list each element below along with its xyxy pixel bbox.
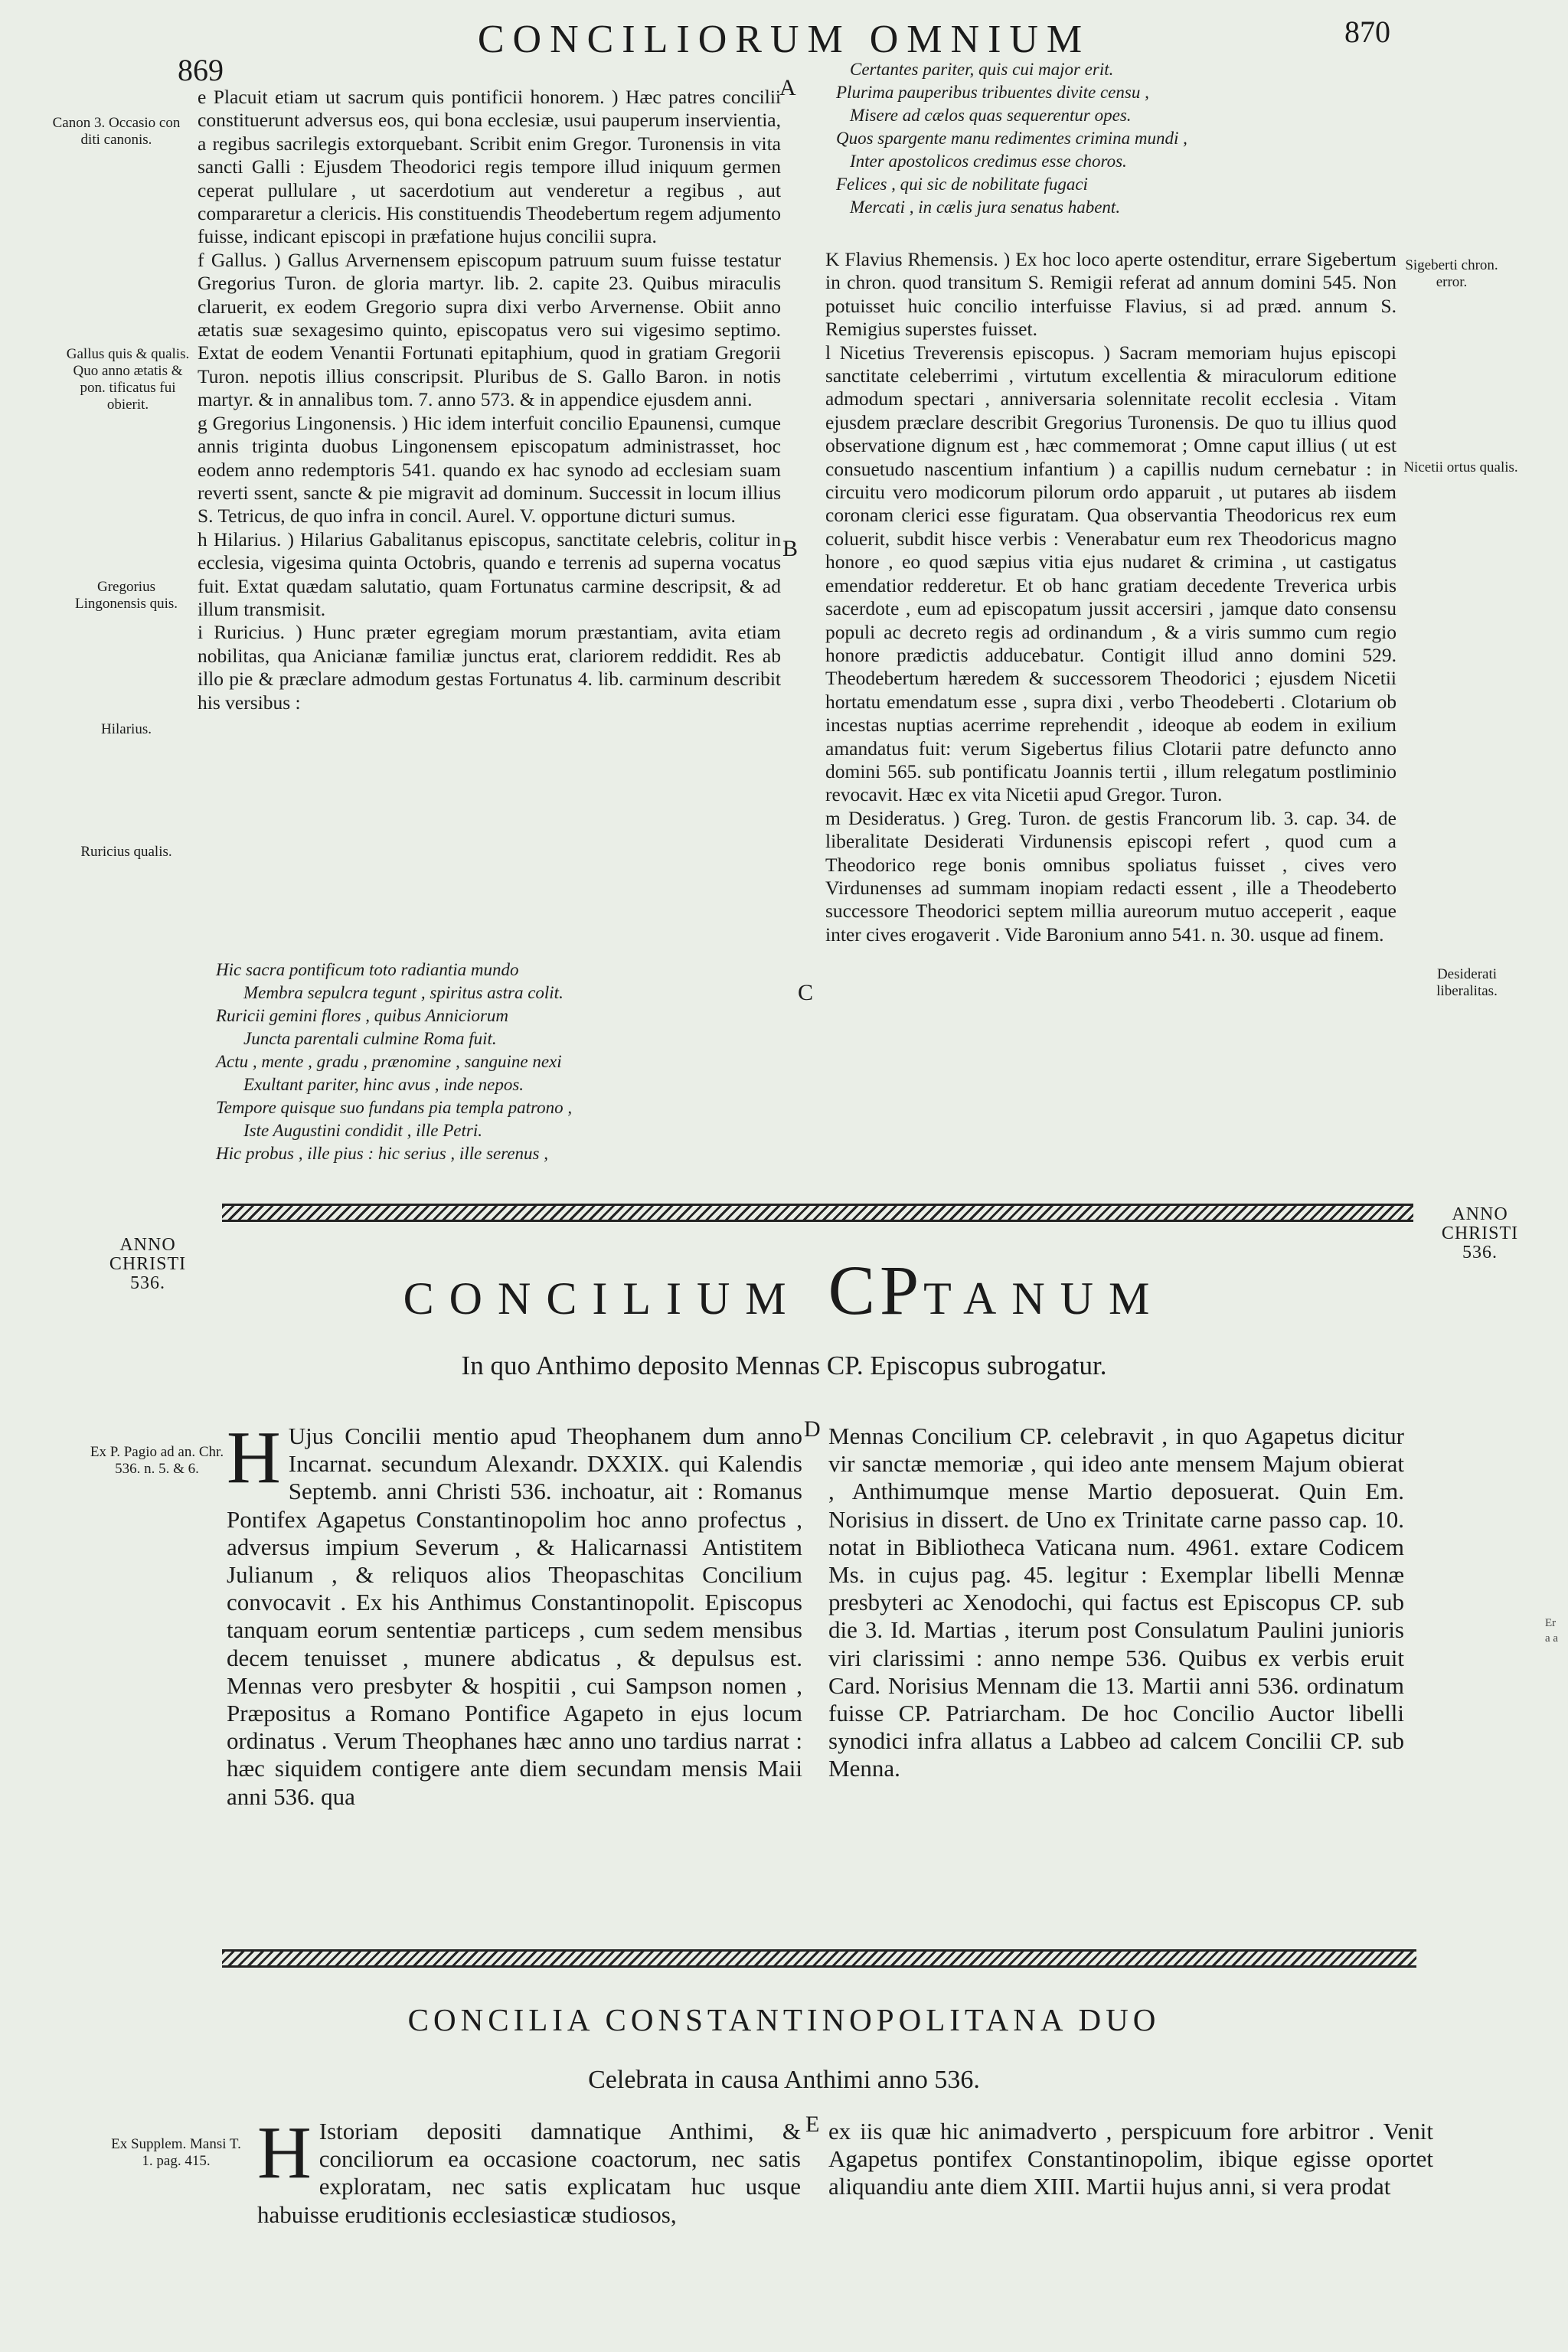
right-column-notes [825,248,1396,946]
drop-initial: H [257,2112,312,2194]
margin-note-ruricius: Ruricius qualis. [80,844,172,860]
column-marker-d: D [804,1416,821,1442]
verse-line: Hic sacra pontificum toto radiantia mundo [216,960,519,979]
verse-line: Hic probus , ille pius : hic serius , ille serenus , [216,1144,548,1163]
drop-initial: H [227,1416,281,1499]
council2-left-body: Istoriam depositi damnatique Anthimi, & conciliorum ea occasione coactorum, nec satis exploratam, nec satis explicatam huc usque habuisse eruditionis ecclesiasticæ studiosos, [257,2118,801,2228]
note-l: l Nicetius Treverensis episcopus. ) Sacram memoriam hujus episcopi sanctitate celeberrimi , virtutum excellentia & miraculorum editione admodum spectari , anniversaria solennitate recolit ecclesia . Vitam ejusdem præclare describit Gregorius Turonensis. De quo tu illius quod observatione dignum est , hæc commemorat ; Omne caput illius ( ut est consuetudo nascentium infantium ) a capillis nudum cernebatur : in circuitu vero modicorum pilorum ordo apparuit , ut putares ab iisdem coronam clerici esse figuratam. Qua observantia Theodoricus rex eum coluerit, subdit hisce verbis : Venerabatur eum rex Theodoricus magno honore , eo quod sæpius vitia ejus nudaret & crimina , ut castigatus emendatior redderetur. Et ob hanc gratiam decedente Treverica urbis sacerdote , eum ad episcopatum jussit accersiri , jamque dato consensu populi ac decreto regis ad ordinandum , & a viris summo cum regio honore prædictis adducebatur. Contigit illud anno domini 529. Theodebertum hæredem & successorem Theodorici ; ejusdem Nicetii hortatu emendatum esse , supra dixi , verbo Theodeberti . Clotarium ob incestas nuptias acerrime reprehendit , ideoque ab eodem in exilium amandatus fuit: verum Sigebertus filius Clotarii patre defuncto anno domini 565. sub pontificatu Joannis tertii , illum relegatum postliminio revocavit. Hæc ex vita Nicetii apud Gregor. Turon. [825,341,1396,806]
anno-christi-left: ANNO CHRISTI 536. [109,1235,187,1293]
margin-note-desideratus: Desiderati liberalitas. [1436,966,1498,999]
ornamental-rule [222,1204,1413,1222]
note-m: m Desideratus. ) Greg. Turon. de gestis Francorum lib. 3. cap. 34. de liberalitate Desiderati Virdunensis episcopi refert , quod cum a Theodorico rege bonis omnibus spoliatus fuisset , cives vero Virdunenses ad summam inopiam redacti essent , ille a Theodeberto successore Theodorici septem millia aureorum mutuo acceperit , eaque inter cives erogaverit . Vide Baronium anno 541. n. 30. usque ad finem. [825,806,1396,946]
right-verse [836,58,1403,219]
verse-line: Inter apostolicos credimus esse choros. [850,152,1127,171]
council2-right-text: ex iis quæ hic animadverto , perspicuum fore arbitror . Venit Agapetus pontifex Constantinopolim, ibique egisse oportet aliquandiu ante diem XIII. Martii hujus anni, si vera prodat [828,2118,1433,2200]
council1-left-text [227,1416,802,1811]
column-marker-b: B [782,536,799,561]
margin-note-canon: Canon 3. Occasio con diti canonis. [52,115,181,148]
margin-note-nicetius: Nicetii ortus qualis. [1403,459,1518,475]
note-h: h Hilarius. ) Hilarius Gabalitanus episcopus, sanctitate celebris, colitur in ecclesia, vigesima quinta Octobris, quando e terrenis ad superna vocatus fuit. Extat quædam salutatio, quam Fortunatus carmine descripsit, & ad illum transmisit. [198,528,781,620]
left-column-notes [198,86,781,714]
verse-line: Juncta parentali culmine Roma fuit. [243,1029,497,1048]
page-edge-fragment: Er a a [1545,1617,1559,1645]
note-k: K Flavius Rhemensis. ) Ex hoc loco aperte ostenditur, errare Sigebertum in chron. quod transitum S. Remigii referat ad annum domini 545. Non potuisset huic concilio interfuisse Flavius, si ad præd. annum S. Remigius superstes fuisset. [825,248,1396,341]
note-f: f Gallus. ) Gallus Arvernensem episcopum patruum suum fuisse testatur Gregorius Turon. de gloria martyr. lib. 2. capite 23. Quibus miraculis claruerit, ex eodem Gregorio supra dixi verbo Arvernense. Obiit anno ætatis suæ sexagesimo quinto, episcopatus vero sui vigesimo septimo. Extat de eodem Venantii Fortunati epitaphium, quod in gratiam Gregorii Turon. nepotis illius conscripsit. Pluribus de S. Gallo Baron. in notis martyr. & in annalibus tom. 7. anno 573. & in appendice ejusdem anni. [198,248,781,411]
running-head: CONCILIORUM OMNIUM [477,18,1091,61]
title-part: CONCILIUM [403,1273,828,1324]
margin-note-sigebert: Sigeberti chron. error. [1405,257,1498,290]
note-i: i Ruricius. ) Hunc præter egregiam morum præstantiam, avita etiam nobilitas, qua Anicianæ familiæ junctus erat, clariorem reddidit. Res ab illo pie & præclare admodum gestas Fortunatus 4. lib. carminum describit his versibus : [198,621,781,714]
council-cptanum-subtitle: In quo Anthimo deposito Mennas CP. Episcopus subrogatur. [461,1351,1107,1380]
verse-line: Certantes pariter, quis cui major erit. [850,60,1114,79]
council-cptanum-title [0,1250,1568,1331]
page-number-right: 870 [1344,15,1390,49]
column-marker-c: C [798,980,814,1005]
verse-line: Quos spargente manu redimentes crimina mundi , [836,129,1187,148]
margin-note-mansi: Ex Supplem. Mansi T. 1. pag. 415. [111,2136,241,2169]
verse-line: Exultant pariter, hinc avus , inde nepos. [243,1075,524,1094]
note-e: e Placuit etiam ut sacrum quis pontificii honorem. ) Hæc patres concilii constituerunt adversus eos, qui bona ecclesiæ, usui pauperum inservientia, a regibus sacrilegis extorquebant. Scribit enim Gregor. Turonensis in vita sancti Galli : Ejusdem Theodorici regis tempore illud iniquum germen ceperat pullulare , ut sacerdotium aut venderetur a regibus , aut compararetur a clericis. His constituendis Theodebertum regem adjumento fuisse, indicant episcopi in præfatione hujus concilii supra. [198,86,781,248]
note-g: g Gregorius Lingonensis. ) Hic idem interfuit concilio Epaunensi, cumque annis triginta duobus Lingonensem episcopatum administrasset, hoc eodem anno redemptoris 541. quando ex hac synodo ad ecclesiam suam reverti ssent, sancte & pie migravit ad dominum. Successit in locum illius S. Tetricus, de quo infra in concil. Aurel. V. opportune dicturi sumus. [198,411,781,528]
ornamental-rule [222,1949,1416,1968]
verse-line: Tempore quisque suo fundans pia templa patrono , [216,1098,573,1117]
verse-line: Misere ad cælos quas sequerentur opes. [850,106,1132,125]
verse-line: Membra sepulcra tegunt , spiritus astra colit. [243,983,564,1002]
council1-left-body: Ujus Concilii mentio apud Theophanem dum anno Incarnat. secundum Alexandr. DXXIX. qui Kalendis Septemb. anni Christi 536. inchoatur, ait : Romanus Pontifex Agapetus Constantinopolim hoc anno profectus , adversus impium Severum , & Halicarnassi Antistitem Julianum , & reliquos alios Theopaschitas Concilium convocavit . Ex his Anthimus Constantinopolit. Episcopus tanquam eorum sententiæ particeps , cum sedem mensibus decem tenuisset , munere abdicatus , & depulsus est. Mennas vero presbyter & hospitii , cui Sampson nomen , Præpositus a Romano Pontifice Agapeto in ejus locum ordinatus . Verum Theophanes hæc anno uno tardius narrat : hæc siquidem contigere ante diem secundam mensis Maii anni 536. qua [227,1423,802,1810]
verse-line: Plurima pauperibus tribuentes divite censu , [836,83,1149,102]
ruricius-verse [216,959,752,1165]
verse-line: Iste Augustini condidit , ille Petri. [243,1121,482,1140]
verse-line: Mercati , in cælis jura senatus habent. [850,198,1121,217]
column-marker-e: E [805,2112,820,2137]
council1-right-text: Mennas Concilium CP. celebravit , in quo Agapetus dicitur vir sanctæ memoriæ , qui ideo ante mensem Majum obierat , Anthimumque mense Martio deposuerat. Quin Em. Norisius in dissert. de Uno ex Trinitate carne passo cap. 10. notat in Bibliotheca Vaticana num. 4961. extare Codicem Ms. in cujus pag. 45. legitur : Exemplar libelli Mennæ presbyteri ac Xenodochi, qui factus est Episcopus CP. sub die 3. Id. Martias , iterum post Consulatum Paulini junioris viri clarissimi : anno nempe 536. Quibus ex verbis eruit Card. Norisius Mennam die 13. Martii anni 536. ordinatum fuisse CP. Patriarcham. De hoc Concilio Auctor libelli synodici infra allatus a Labbeo ad calcem Concilii CP. sub Menna. [828,1423,1404,1782]
margin-note-gregorius: Gregorius Lingonensis quis. [74,579,178,612]
verse-line: Felices , qui sic de nobilitate fugaci [836,175,1088,194]
margin-note-hilarius: Hilarius. [101,721,152,737]
concilia-duo-title: CONCILIA CONSTANTINOPOLITANA DUO [407,2002,1161,2037]
margin-note-pagius: Ex P. Pagio ad an. Chr. 536. n. 5. & 6. [90,1444,224,1477]
anno-christi-right: ANNO CHRISTI 536. [1441,1204,1519,1263]
title-part-cp: CP [828,1251,924,1329]
concilia-duo-subtitle: Celebrata in causa Anthimi anno 536. [588,2066,980,2094]
verse-line: Actu , mente , gradu , prænomine , sanguine nexi [216,1052,562,1071]
margin-note-gallus: Gallus quis & qualis. Quo anno ætatis & pon. tificatus fui obierit. [66,346,190,413]
council2-left-text [257,2112,801,2229]
verse-line: Ruricii gemini flores , quibus Anniciorum [216,1006,509,1025]
column-marker-a: A [779,75,796,100]
page-number-left: 869 [178,53,224,87]
title-part: TANUM [923,1273,1165,1324]
